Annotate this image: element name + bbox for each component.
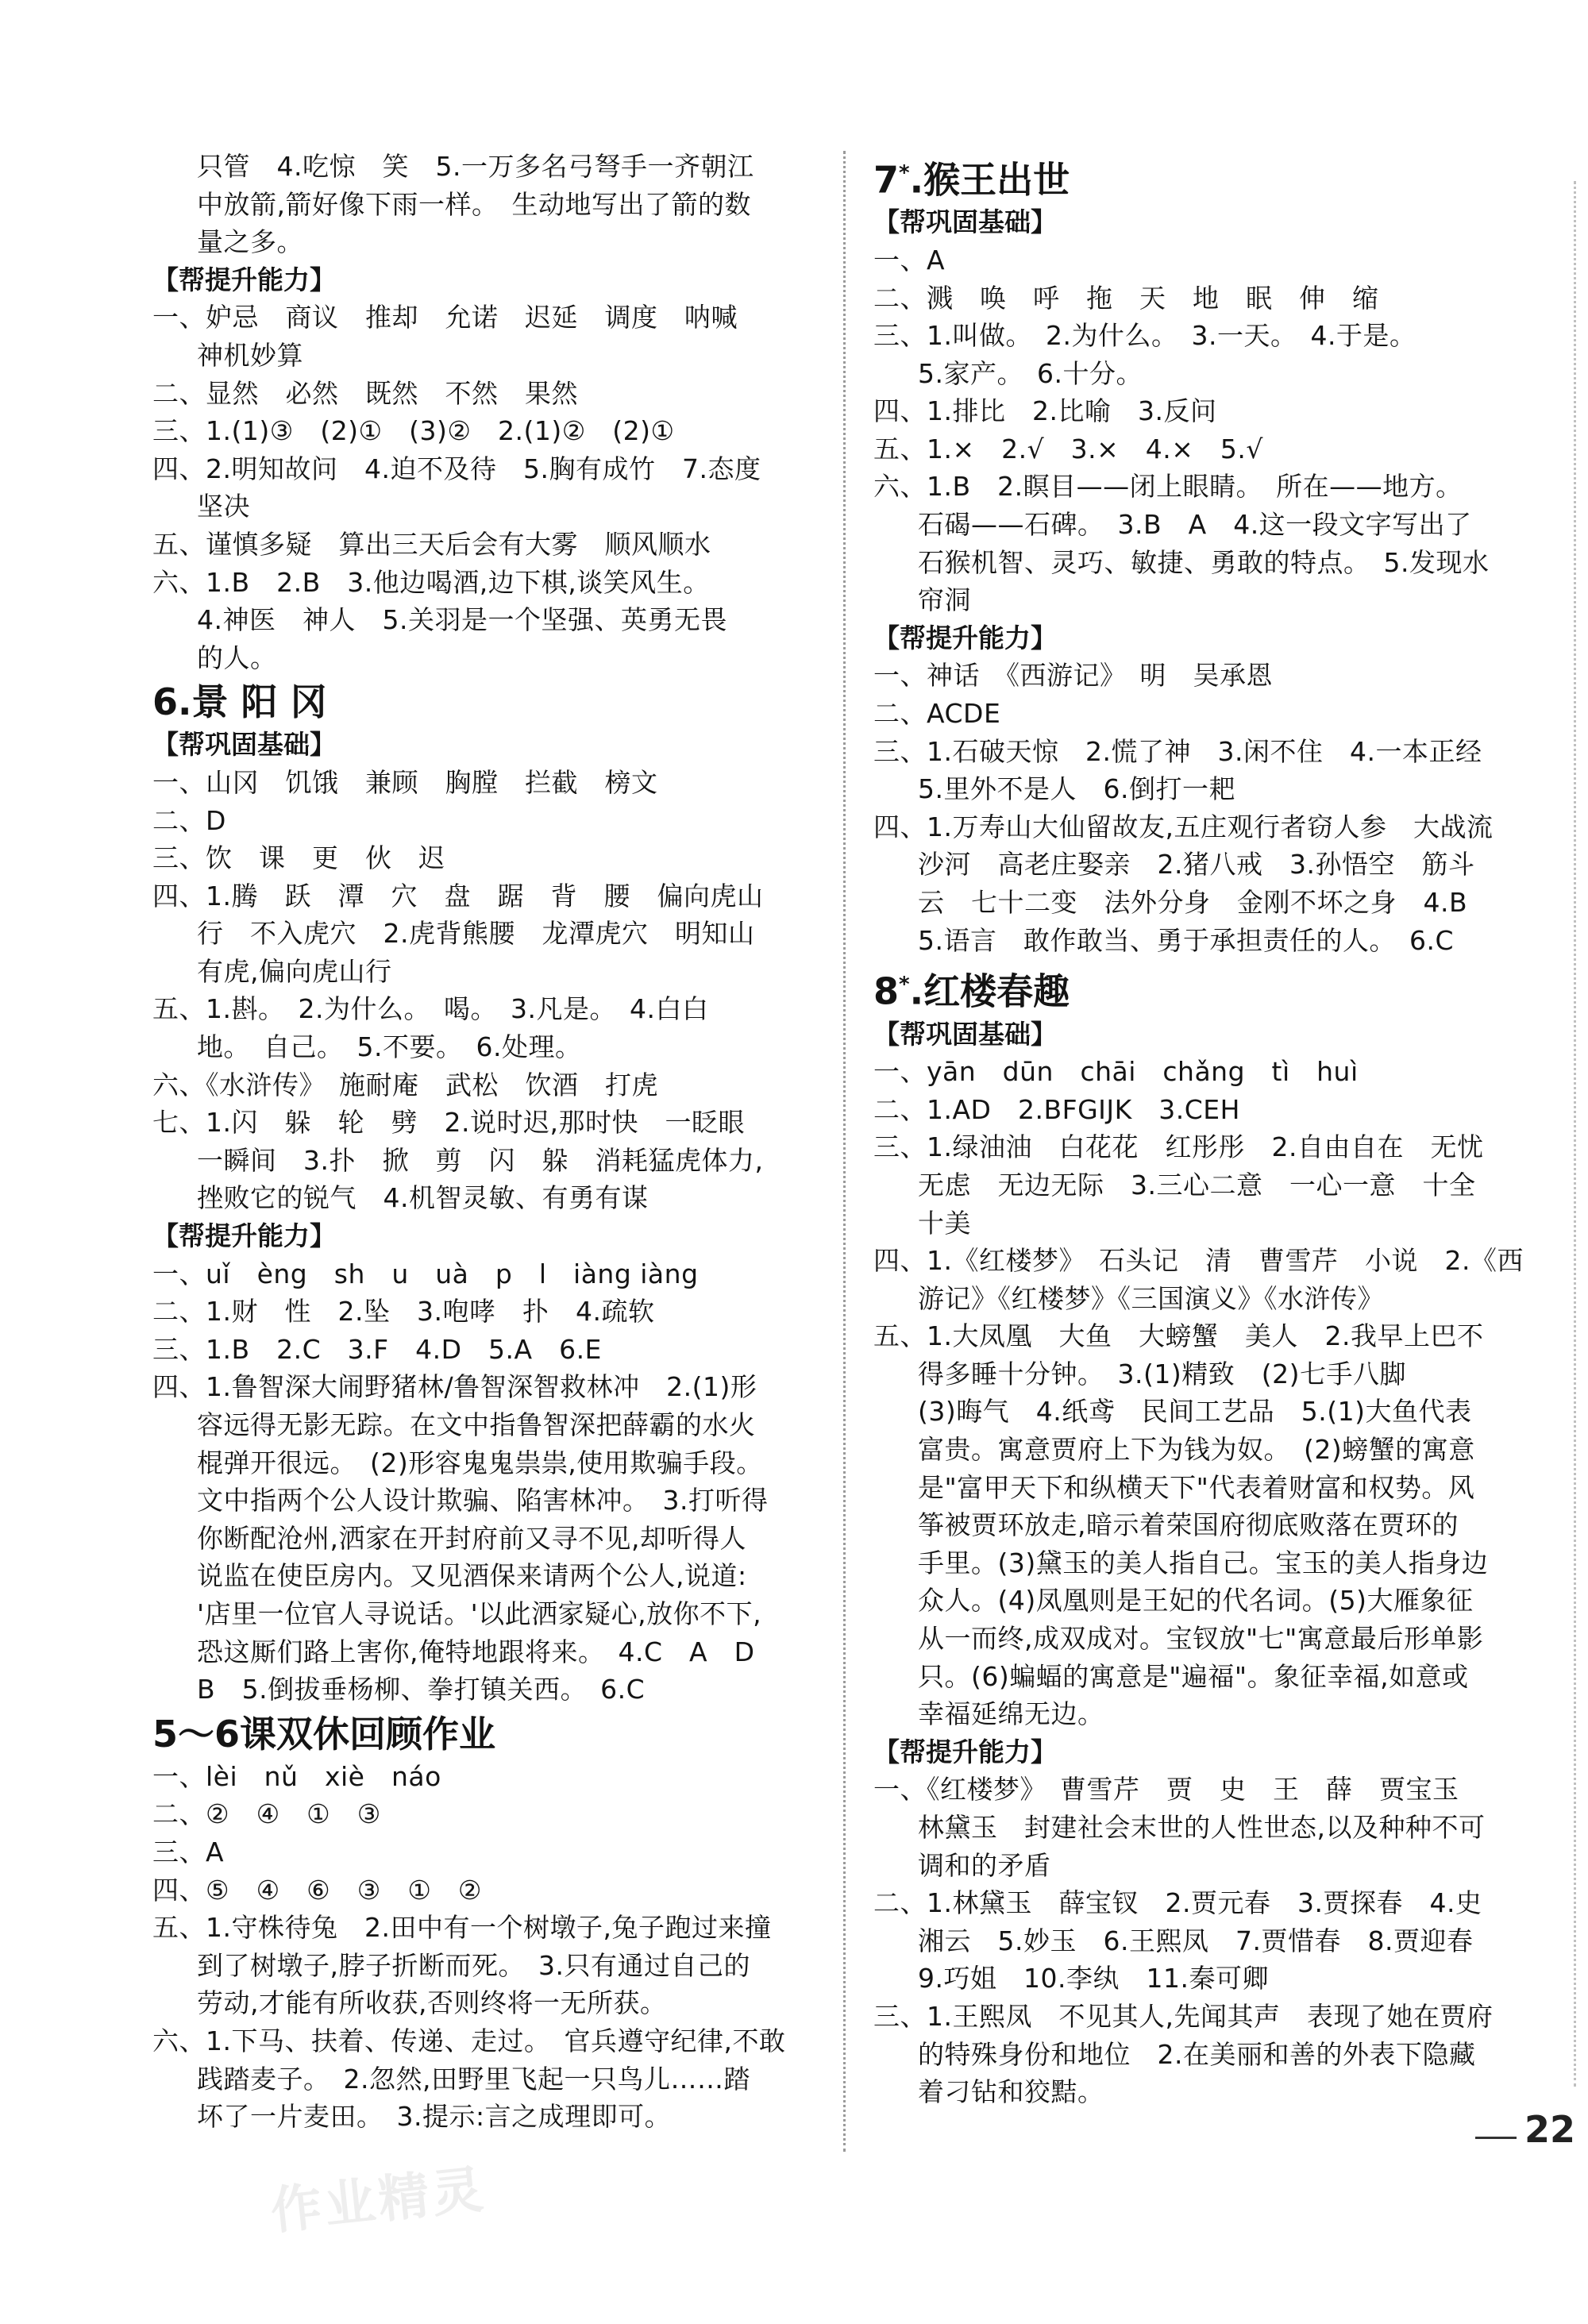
answer-line-continued: 筝被贾环放走,暗示着荣国府彻底败落在贾环的 [918, 1509, 1459, 1541]
answer-line-continued: 帘洞 [918, 584, 971, 616]
answer-line-continued: 石碣——石碑。 3.B A 4.这一段文字写出了 [918, 509, 1472, 541]
section-header: 【帮巩固基础】 [152, 729, 336, 761]
answer-line-continued: 行 不入虎穴 2.虎背熊腰 龙潭虎穴 明知山 [197, 918, 755, 950]
answer-line-continued: 神机妙算 [197, 339, 303, 371]
answer-line-continued: 容远得无影无踪。在文中指鲁智深把薛霸的水火 [197, 1409, 756, 1440]
answer-line: 一、神话 《西游记》 明 吴承恩 [873, 660, 1273, 692]
answer-line-continued: 文中指两个公人设计欺骗、陷害林冲。 3.打听得 [197, 1485, 769, 1517]
answer-line: 一、《红楼梦》 曹雪芹 贾 史 王 薛 贾宝玉 [873, 1774, 1459, 1806]
answer-line-continued: 是"富甲天下和纵横天下"代表着财富和权势。风 [918, 1471, 1475, 1503]
section-header: 【帮提升能力】 [873, 622, 1057, 653]
lesson-title: 6.景 阳 冈 [152, 680, 327, 724]
title-asterisk: * [899, 973, 910, 997]
section-header: 【帮巩固基础】 [873, 206, 1057, 238]
answer-line-continued: 只。(6)蝙蝠的寓意是"遍福"。象征幸福,如意或 [918, 1660, 1469, 1692]
lesson-title: 7*.猴王出世 [873, 158, 1070, 202]
page-edge-rule [1574, 181, 1576, 2087]
answer-line-continued: 无虑 无边无际 3.三心二意 一心一意 十全 [918, 1169, 1476, 1201]
answer-line-continued: 手里。(3)黛玉的美人指自己。宝玉的美人指身边 [918, 1547, 1489, 1578]
answer-line-continued: 有虎,偏向虎山行 [197, 955, 392, 987]
answer-line: 二、1.财 性 2.坠 3.咆哮 扑 4.疏软 [152, 1296, 655, 1328]
answer-line: 三、1.绿油油 白花花 红彤彤 2.自由自在 无忧 [873, 1131, 1484, 1163]
answer-line-continued: B 5.倒拔垂杨柳、拳打镇关西。 6.C [197, 1674, 646, 1705]
answer-line-continued: 林黛玉 封建社会末世的人性世态,以及种种不可 [918, 1812, 1486, 1843]
answer-line: 四、1.腾 跃 潭 穴 盘 踞 背 腰 偏向虎山 [152, 880, 764, 911]
answer-line-continued: 5.家产。 6.十分。 [918, 357, 1143, 389]
answer-line: 一、yān dūn chāi chǎng tì huì [873, 1056, 1359, 1088]
answer-line-continued: 富贵。寓意贾府上下为钱为奴。 (2)螃蟹的寓意 [918, 1434, 1475, 1466]
answer-line: 一、山冈 饥饿 兼顾 胸膛 拦截 榜文 [152, 766, 658, 798]
answer-line: 五、谨慎多疑 算出三天后会有大雾 顺风顺水 [152, 528, 711, 560]
right-column [873, 148, 1540, 2111]
answer-line-continued: 9.巧姐 10.李纨 11.秦可卿 [918, 1963, 1269, 1994]
answer-line-continued: 5.语言 敢作敢当、勇于承担责任的人。 6.C [918, 924, 1455, 956]
answer-line-continued: 云 七十二变 法外分身 金刚不坏之身 4.B [918, 887, 1468, 919]
answer-line-continued: 劳动,才能有所收获,否则终将一无所获。 [197, 1987, 667, 2019]
answer-line: 二、显然 必然 既然 不然 果然 [152, 377, 578, 409]
footer-rule [1475, 2137, 1517, 2139]
column-divider [843, 151, 846, 2152]
section-header: 【帮巩固基础】 [873, 1018, 1057, 1050]
left-column [152, 148, 811, 2136]
answer-line: 六、1.下马、扶着、传递、走过。 官兵遵守纪律,不敢 [152, 2025, 786, 2056]
answer-line-continued: 的人。 [197, 642, 277, 673]
answer-line-continued: 到了树墩子,脖子折断而死。 3.只有通过自己的 [197, 1949, 750, 1981]
answer-line-continued: 中放箭,箭好像下雨一样。 生动地写出了箭的数 [197, 188, 751, 220]
answer-line-continued: (3)晦气 4.纸鸢 民间工艺品 5.(1)大鱼代表 [918, 1396, 1472, 1428]
answer-line: 一、lèi nǔ xiè náo [152, 1760, 441, 1792]
answer-line-continued: 游记》《红楼梦》《三国演义》《水浒传》 [918, 1282, 1384, 1314]
answer-line: 二、② ④ ① ③ [152, 1798, 381, 1830]
answer-line-continued: 得多睡十分钟。 3.(1)精致 (2)七手八脚 [918, 1358, 1406, 1389]
answer-line: 三、A [152, 1836, 225, 1867]
answer-line: 三、1.B 2.C 3.F 4.D 5.A 6.E [152, 1333, 602, 1365]
answer-line: 三、1.叫做。 2.为什么。 3.一天。 4.于是。 [873, 320, 1416, 352]
answer-line: 三、1.王熙凤 不见其人,先闻其声 表现了她在贾府 [873, 2000, 1494, 2032]
answer-line: 二、D [152, 804, 226, 836]
section-header: 【帮提升能力】 [152, 1220, 336, 1252]
answer-line: 五、1.× 2.√ 3.× 4.× 5.√ [873, 433, 1263, 464]
answer-line: 一、uǐ èng sh u uà p l iàng iàng [152, 1258, 699, 1289]
answer-line-continued: 坏了一片麦田。 3.提示:言之成理即可。 [197, 2101, 672, 2133]
page-number: 22 [1524, 2108, 1576, 2151]
answer-line: 四、2.明知故问 4.迫不及待 5.胸有成竹 7.态度 [152, 453, 761, 484]
section-header: 【帮提升能力】 [873, 1736, 1057, 1767]
answer-line: 二、ACDE [873, 698, 1001, 730]
answer-line-continued: '店里一位官人寻说话。'以此洒家疑心,放你不下, [197, 1598, 762, 1629]
answer-line: 三、饮 课 更 伙 迟 [152, 842, 445, 874]
answer-line-continued: 着刁钻和狡黠。 [918, 2076, 1104, 2108]
answer-line-continued: 一瞬间 3.扑 掀 剪 闪 躲 消耗猛虎体力, [197, 1144, 764, 1176]
answer-line-continued: 从一而终,成双成对。宝钗放"七"寓意最后形单影 [918, 1623, 1484, 1655]
answer-line-continued: 你断配沧州,洒家在开封府前又寻不见,却听得人 [197, 1522, 746, 1554]
answer-line: 三、1.(1)③ (2)① (3)② 2.(1)② (2)① [152, 415, 675, 447]
answer-line: 二、溅 唤 呼 拖 天 地 眠 伸 缩 [873, 282, 1379, 314]
answer-line-continued: 棍弹开很远。 (2)形容鬼鬼祟祟,使用欺骗手段。 [197, 1447, 763, 1478]
answer-line-continued: 的特殊身份和地位 2.在美丽和善的外表下隐藏 [918, 2038, 1476, 2070]
answer-line: 七、1.闪 躲 轮 劈 2.说时迟,那时快 一眨眼 [152, 1107, 745, 1139]
lesson-title: 8*.红楼春趣 [873, 969, 1070, 1013]
answer-line-continued: 坚决 [197, 491, 250, 522]
section-header: 【帮提升能力】 [152, 264, 336, 295]
answer-line-continued: 调和的矛盾 [918, 1849, 1051, 1881]
answer-line: 一、妒忌 商议 推却 允诺 迟延 调度 呐喊 [152, 302, 738, 333]
answer-line-continued: 众人。(4)凤凰则是王妃的代名词。(5)大雁象征 [918, 1585, 1474, 1617]
answer-line-continued: 沙河 高老庄娶亲 2.猪八戒 3.孙悟空 筋斗 [918, 849, 1475, 881]
answer-line-continued: 地。 自己。 5.不要。 6.处理。 [197, 1031, 582, 1063]
title-asterisk: * [899, 161, 910, 185]
answer-line-continued: 说监在使臣房内。又见酒保来请两个公人,说道: [197, 1560, 747, 1592]
answer-line-continued: 十美 [918, 1207, 971, 1239]
answer-line: 五、1.斟。 2.为什么。 喝。 3.凡是。 4.白白 [152, 993, 709, 1025]
answer-line: 四、1.鲁智深大闹野猪林/鲁智深智救林冲 2.(1)形 [152, 1371, 757, 1403]
lesson-title: 5～6课双休回顾作业 [152, 1712, 496, 1756]
answer-line: 六、1.B 2.B 3.他边喝酒,边下棋,谈笑风生。 [152, 566, 710, 598]
answer-line: 四、1.排比 2.比喻 3.反问 [873, 395, 1217, 427]
answer-line-continued: 石猴机智、灵巧、敏捷、勇敢的特点。 5.发现水 [918, 546, 1490, 578]
answer-line: 六、《水浒传》 施耐庵 武松 饮酒 打虎 [152, 1069, 658, 1100]
answer-line: 五、1.守株待兔 2.田中有一个树墩子,兔子跑过来撞 [152, 1912, 772, 1944]
watermark: 作业精灵 [268, 2160, 489, 2241]
answer-line-continued: 践踏麦子。 2.忽然,田野里飞起一只鸟儿……踏 [197, 2063, 750, 2095]
answer-line-continued: 湘云 5.妙玉 6.王熙凤 7.贾惜春 8.贾迎春 [918, 1925, 1474, 1956]
answer-line: 四、⑤ ④ ⑥ ③ ① ② [152, 1874, 483, 1906]
answer-line: 三、1.石破天惊 2.慌了神 3.闲不住 4.一本正经 [873, 735, 1482, 767]
answer-line: 五、1.大凤凰 大鱼 大螃蟹 美人 2.我早上巴不 [873, 1320, 1484, 1352]
answer-line-continued: 4.神医 神人 5.关羽是一个坚强、英勇无畏 [197, 604, 727, 636]
answer-line-continued: 5.里外不是人 6.倒打一耙 [918, 773, 1235, 805]
answer-line: 二、1.AD 2.BFGIJK 3.CEH [873, 1093, 1240, 1125]
answer-line-continued: 幸福延绵无边。 [918, 1698, 1104, 1730]
answer-line: 六、1.B 2.瞑目——闭上眼睛。 所在——地方。 [873, 471, 1463, 503]
answer-line: 一、A [873, 244, 946, 276]
answer-line: 四、1.万寿山大仙留故友,五庄观行者窃人参 大战流 [873, 811, 1494, 842]
answer-line: 四、1.《红楼梦》 石头记 清 曹雪芹 小说 2.《西 [873, 1245, 1524, 1277]
answer-line: 二、1.林黛玉 薛宝钗 2.贾元春 3.贾探春 4.史 [873, 1887, 1482, 1919]
answer-line-continued: 恐这厮们路上害你,俺特地跟将来。 4.C A D [197, 1636, 755, 1667]
answer-line-continued: 挫败它的锐气 4.机智灵敏、有勇有谋 [197, 1182, 649, 1214]
answer-line-continued: 量之多。 [197, 226, 303, 258]
answer-line-continued: 只管 4.吃惊 笑 5.一万多名弓弩手一齐朝江 [197, 151, 754, 182]
